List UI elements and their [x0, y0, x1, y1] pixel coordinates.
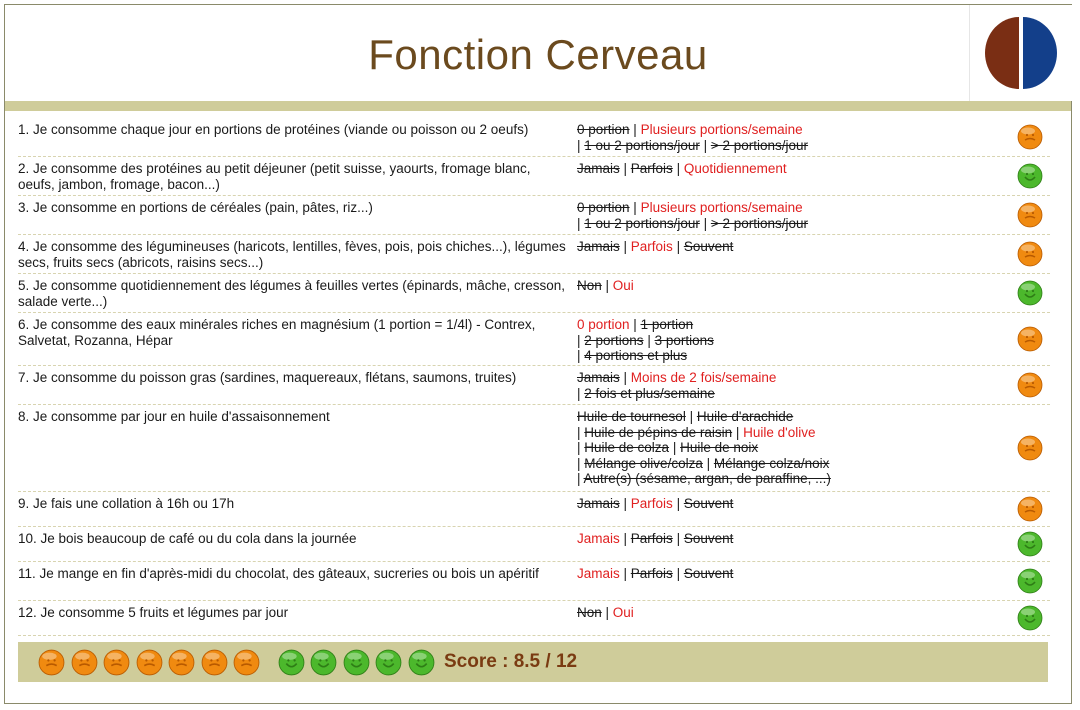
answer-option[interactable]: Souvent	[683, 239, 734, 254]
smiley-green-icon	[375, 649, 402, 676]
answer-option[interactable]: Huile de tournesol	[577, 409, 686, 424]
answer-line	[577, 122, 997, 138]
answer-options	[577, 566, 997, 582]
answer-options	[577, 370, 997, 401]
answer-option[interactable]: Souvent	[683, 531, 734, 546]
smiley-green-icon	[1017, 163, 1043, 189]
smiley-orange-icon	[1017, 326, 1043, 352]
answer-option[interactable]: > 2 portions/jour	[710, 215, 809, 231]
smiley-orange-icon	[201, 649, 228, 676]
answer-line	[577, 456, 997, 472]
answer-option[interactable]: > 2 portions/jour	[710, 137, 809, 153]
smiley-green-icon	[1017, 531, 1043, 557]
answer-option[interactable]: Non	[577, 605, 602, 620]
answer-line	[577, 239, 997, 255]
question-row	[18, 118, 1050, 157]
answer-option[interactable]: 2 portions	[584, 332, 644, 348]
answer-option[interactable]: 1 ou 2 portions/jour	[584, 215, 700, 231]
question-label: 5. Je consomme quotidiennement des légumes à feuilles vertes (épinards, mâche, cresson, salade verte...)	[18, 278, 566, 309]
smiley-green-icon	[310, 649, 337, 676]
option-separator: |	[577, 424, 585, 440]
answer-options	[577, 200, 997, 231]
question-label: 2. Je consomme des protéines au petit déjeuner (petit suisse, yaourts, fromage blanc, oeufs, jambon, fromage, bacon...)	[18, 161, 531, 192]
answer-option[interactable]: Parfois	[630, 161, 673, 176]
smiley-orange-icon	[1017, 241, 1043, 267]
option-separator: |	[672, 566, 684, 581]
option-separator: |	[629, 200, 641, 215]
answer-options	[577, 278, 997, 294]
option-separator: |	[672, 161, 684, 176]
question-row	[18, 196, 1050, 235]
question-label: 9. Je fais une collation à 16h ou 17h	[18, 496, 235, 511]
question-label: 7. Je consomme du poisson gras (sardines, maquereaux, flétans, saumons, truites)	[18, 370, 517, 385]
answer-option[interactable]: 0 portion	[577, 122, 630, 137]
answer-option-selected[interactable]: Parfois	[630, 496, 673, 511]
answer-option-selected[interactable]: Plusieurs portions/semaine	[640, 122, 803, 137]
answer-option[interactable]: Huile d'arachide	[696, 409, 794, 424]
option-separator: |	[619, 370, 631, 385]
smiley-orange-icon	[1017, 496, 1043, 522]
option-separator: |	[629, 317, 641, 332]
option-separator: |	[619, 239, 631, 254]
answer-line	[577, 440, 997, 456]
smiley-green-icon	[1017, 280, 1043, 306]
answer-line	[577, 370, 997, 386]
answer-options	[577, 122, 997, 153]
answer-option[interactable]: Parfois	[630, 531, 673, 546]
option-separator: |	[685, 409, 697, 424]
answer-line	[577, 496, 997, 512]
header	[5, 5, 1071, 101]
answer-option-selected[interactable]: Jamais	[577, 531, 620, 546]
answer-line	[577, 425, 997, 441]
answer-option[interactable]: 2 fois et plus/semaine	[584, 385, 715, 401]
answer-option[interactable]: Huile de noix	[680, 440, 759, 455]
score-text: Score : 8.5 / 12	[444, 651, 578, 672]
option-separator: |	[643, 332, 655, 348]
answer-option-selected[interactable]: Parfois	[630, 239, 673, 254]
answer-option-selected[interactable]: Oui	[612, 605, 634, 620]
answer-options	[577, 409, 997, 487]
answer-option[interactable]: 0 portion	[577, 200, 630, 215]
question-label: 4. Je consomme des légumineuses (haricots, lentilles, fèves, pois, pois chiches...), légumes secs, fruits secs (abricots, raisins secs...)	[18, 239, 566, 270]
option-separator: |	[619, 531, 631, 546]
answer-option[interactable]: Jamais	[577, 239, 620, 254]
option-separator: |	[577, 348, 585, 363]
answer-line	[577, 471, 997, 487]
option-separator: |	[619, 496, 631, 511]
question-row	[18, 274, 1050, 313]
smiley-orange-icon	[38, 649, 65, 676]
answer-options	[577, 605, 997, 621]
answer-option[interactable]: Huile de colza	[584, 440, 670, 455]
smiley-orange-icon	[136, 649, 163, 676]
answer-option[interactable]: Jamais	[577, 370, 620, 385]
option-separator: |	[699, 137, 711, 153]
option-separator: |	[732, 424, 744, 440]
answer-option-selected[interactable]: Jamais	[577, 566, 620, 581]
answer-option-selected[interactable]: Oui	[612, 278, 634, 293]
brain-logo-icon	[985, 15, 1057, 91]
question-row	[18, 527, 1050, 562]
option-separator: |	[601, 278, 613, 293]
answer-line	[577, 348, 997, 364]
answer-line	[577, 386, 997, 402]
answer-option[interactable]: Non	[577, 278, 602, 293]
answer-option[interactable]: Souvent	[683, 566, 734, 581]
option-separator: |	[672, 239, 684, 254]
option-separator: |	[619, 161, 631, 176]
answer-option[interactable]: Jamais	[577, 496, 620, 511]
answer-option[interactable]: Souvent	[683, 496, 734, 511]
page-title: Fonction Cerveau	[368, 31, 708, 78]
smiley-orange-icon	[233, 649, 260, 676]
option-separator: |	[577, 137, 585, 153]
answer-options	[577, 531, 997, 547]
option-separator: |	[629, 122, 641, 137]
question-row	[18, 492, 1050, 527]
score-bar	[18, 642, 1048, 682]
option-separator: |	[619, 566, 631, 581]
answer-line	[577, 566, 997, 582]
answer-option[interactable]: Mélange colza/noix	[713, 455, 830, 471]
answer-line	[577, 605, 997, 621]
option-separator: |	[577, 215, 585, 231]
smiley-green-icon	[343, 649, 370, 676]
smiley-green-icon	[1017, 568, 1043, 594]
answer-option-selected[interactable]: Quotidiennement	[683, 161, 787, 176]
question-label: 12. Je consomme 5 fruits et légumes par jour	[18, 605, 289, 620]
answer-option-selected[interactable]: Plusieurs portions/semaine	[640, 200, 803, 215]
option-separator: |	[577, 455, 585, 471]
answer-option[interactable]: Huile de pépins de raisin	[584, 424, 733, 440]
smiley-orange-icon	[71, 649, 98, 676]
answer-option[interactable]: 1 ou 2 portions/jour	[584, 137, 700, 153]
logo-box	[969, 5, 1072, 101]
smiley-orange-icon	[1017, 372, 1043, 398]
option-separator: |	[672, 496, 684, 511]
question-label: 8. Je consomme par jour en huile d'assaisonnement	[18, 409, 330, 424]
answer-line	[577, 333, 997, 349]
question-label: 10. Je bois beaucoup de café ou du cola dans la journée	[18, 531, 357, 546]
option-separator: |	[601, 605, 613, 620]
question-row	[18, 366, 1050, 405]
answer-options	[577, 496, 997, 512]
answer-options	[577, 317, 997, 364]
question-row	[18, 313, 1050, 366]
question-label: 1. Je consomme chaque jour en portions de protéines (viande ou poisson ou 2 oeufs)	[18, 122, 529, 137]
answer-line	[577, 161, 997, 177]
answer-option[interactable]: Mélange olive/colza	[584, 455, 703, 471]
option-separator: |	[702, 455, 714, 471]
header-divider-bar	[5, 101, 1071, 111]
answer-line	[577, 216, 997, 232]
answer-option-selected[interactable]: Huile d'olive	[743, 424, 816, 440]
answer-option[interactable]: 3 portions	[654, 332, 714, 348]
option-separator: |	[669, 440, 681, 455]
smiley-green-icon	[1017, 605, 1043, 631]
answer-option[interactable]: Jamais	[577, 161, 620, 176]
smiley-green-icon	[278, 649, 305, 676]
answer-option[interactable]: Parfois	[630, 566, 673, 581]
answer-line	[577, 317, 997, 333]
question-row	[18, 601, 1050, 636]
answer-line	[577, 409, 997, 425]
answer-options	[577, 239, 997, 255]
answer-option[interactable]: 1 portion	[640, 317, 694, 332]
question-label: 3. Je consomme en portions de céréales (pain, pâtes, riz...)	[18, 200, 373, 215]
answer-line	[577, 138, 997, 154]
answer-options	[577, 161, 997, 177]
question-list	[18, 118, 1050, 636]
answer-line	[577, 278, 997, 294]
smiley-orange-icon	[103, 649, 130, 676]
smiley-orange-icon	[168, 649, 195, 676]
answer-option-selected[interactable]: 0 portion	[577, 317, 630, 332]
question-label: 6. Je consomme des eaux minérales riches en magnésium (1 portion = 1/4l) - Contrex, Salvetat, Rozanna, Hépar	[18, 317, 536, 348]
answer-line	[577, 200, 997, 216]
option-separator: |	[577, 471, 584, 486]
option-separator: |	[577, 440, 585, 455]
smiley-orange-icon	[1017, 435, 1043, 461]
option-separator: |	[672, 531, 684, 546]
smiley-orange-icon	[1017, 124, 1043, 150]
answer-option-selected[interactable]: Moins de 2 fois/semaine	[630, 370, 777, 385]
option-separator: |	[577, 385, 585, 401]
answer-option[interactable]: Autre(s) (sésame, argan, de paraffine, ...)	[583, 471, 831, 486]
option-separator: |	[577, 332, 585, 348]
option-separator: |	[699, 215, 711, 231]
answer-option[interactable]: 4 portions et plus	[584, 348, 688, 363]
question-label: 11. Je mange en fin d'après-midi du chocolat, des gâteaux, sucreries ou bois un apéritif	[18, 566, 539, 581]
question-row	[18, 562, 1050, 601]
question-row	[18, 405, 1050, 492]
answer-line	[577, 531, 997, 547]
smiley-orange-icon	[1017, 202, 1043, 228]
smiley-green-icon	[408, 649, 435, 676]
question-row	[18, 235, 1050, 274]
question-row	[18, 157, 1050, 196]
